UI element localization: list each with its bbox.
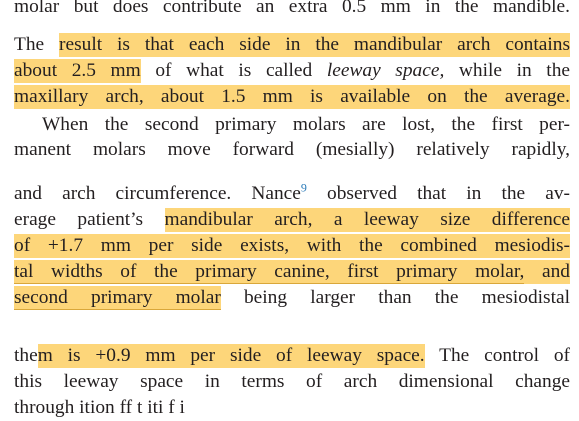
text-line	[14, 58, 570, 84]
highlighted-text: about 2.5 mm	[14, 60, 141, 81]
text-span: observed that in the av-	[306, 183, 570, 204]
text-line	[14, 181, 570, 207]
text-line	[14, 259, 570, 285]
text-span: the	[14, 345, 38, 366]
text-span: while in the	[444, 60, 570, 81]
text-line	[14, 137, 570, 163]
highlighted-text: maxillary arch, about 1.5 mm is available on the average.	[14, 86, 570, 107]
text-line	[14, 207, 570, 233]
highlighted-text: and	[524, 261, 570, 282]
text-span: manent molars move forward (mesially) relatively rapidly,	[14, 139, 570, 160]
text-span: When the second primary molars are lost, the first per-	[42, 114, 570, 135]
text-line	[14, 0, 570, 20]
text-line	[14, 32, 570, 58]
text-line	[14, 112, 570, 138]
text-span: molar but does contribute an extra 0.5 mm in the mandible.	[14, 0, 570, 17]
highlighted-text: tal widths of the primary canine, first primary molar,	[14, 261, 525, 282]
text-line	[14, 369, 570, 395]
text-line-cropped	[14, 395, 570, 421]
text-span: and arch circumference. Nance	[14, 183, 301, 204]
text-span: of what is called	[140, 60, 327, 81]
text-line	[14, 233, 570, 259]
reference-superscript[interactable]: 9	[300, 180, 307, 195]
highlighted-text: of +1.7 mm per side exists, with the combined mesiodis-	[14, 235, 570, 256]
text-line	[14, 285, 570, 311]
text-span: The	[14, 34, 60, 55]
highlighted-text: mandibular arch, a leeway size difference	[164, 209, 570, 230]
highlighted-text: second primary molar	[14, 287, 221, 308]
text-span: this leeway space in terms of arch dimensional change	[14, 371, 570, 392]
highlighted-text: result is that each side in the mandibular arch contains	[59, 34, 570, 55]
italic-term: leeway space,	[326, 60, 445, 81]
text-line	[14, 343, 570, 369]
highlighted-text: m is +0.9 mm per side of leeway space.	[37, 345, 425, 366]
text-line	[14, 84, 570, 110]
text-span: being larger than the mesiodistal	[220, 287, 570, 308]
text-span: The control of	[424, 345, 570, 366]
text-span: erage patient’s	[14, 209, 165, 230]
text-span: through ition ff t iti f i	[14, 397, 185, 418]
